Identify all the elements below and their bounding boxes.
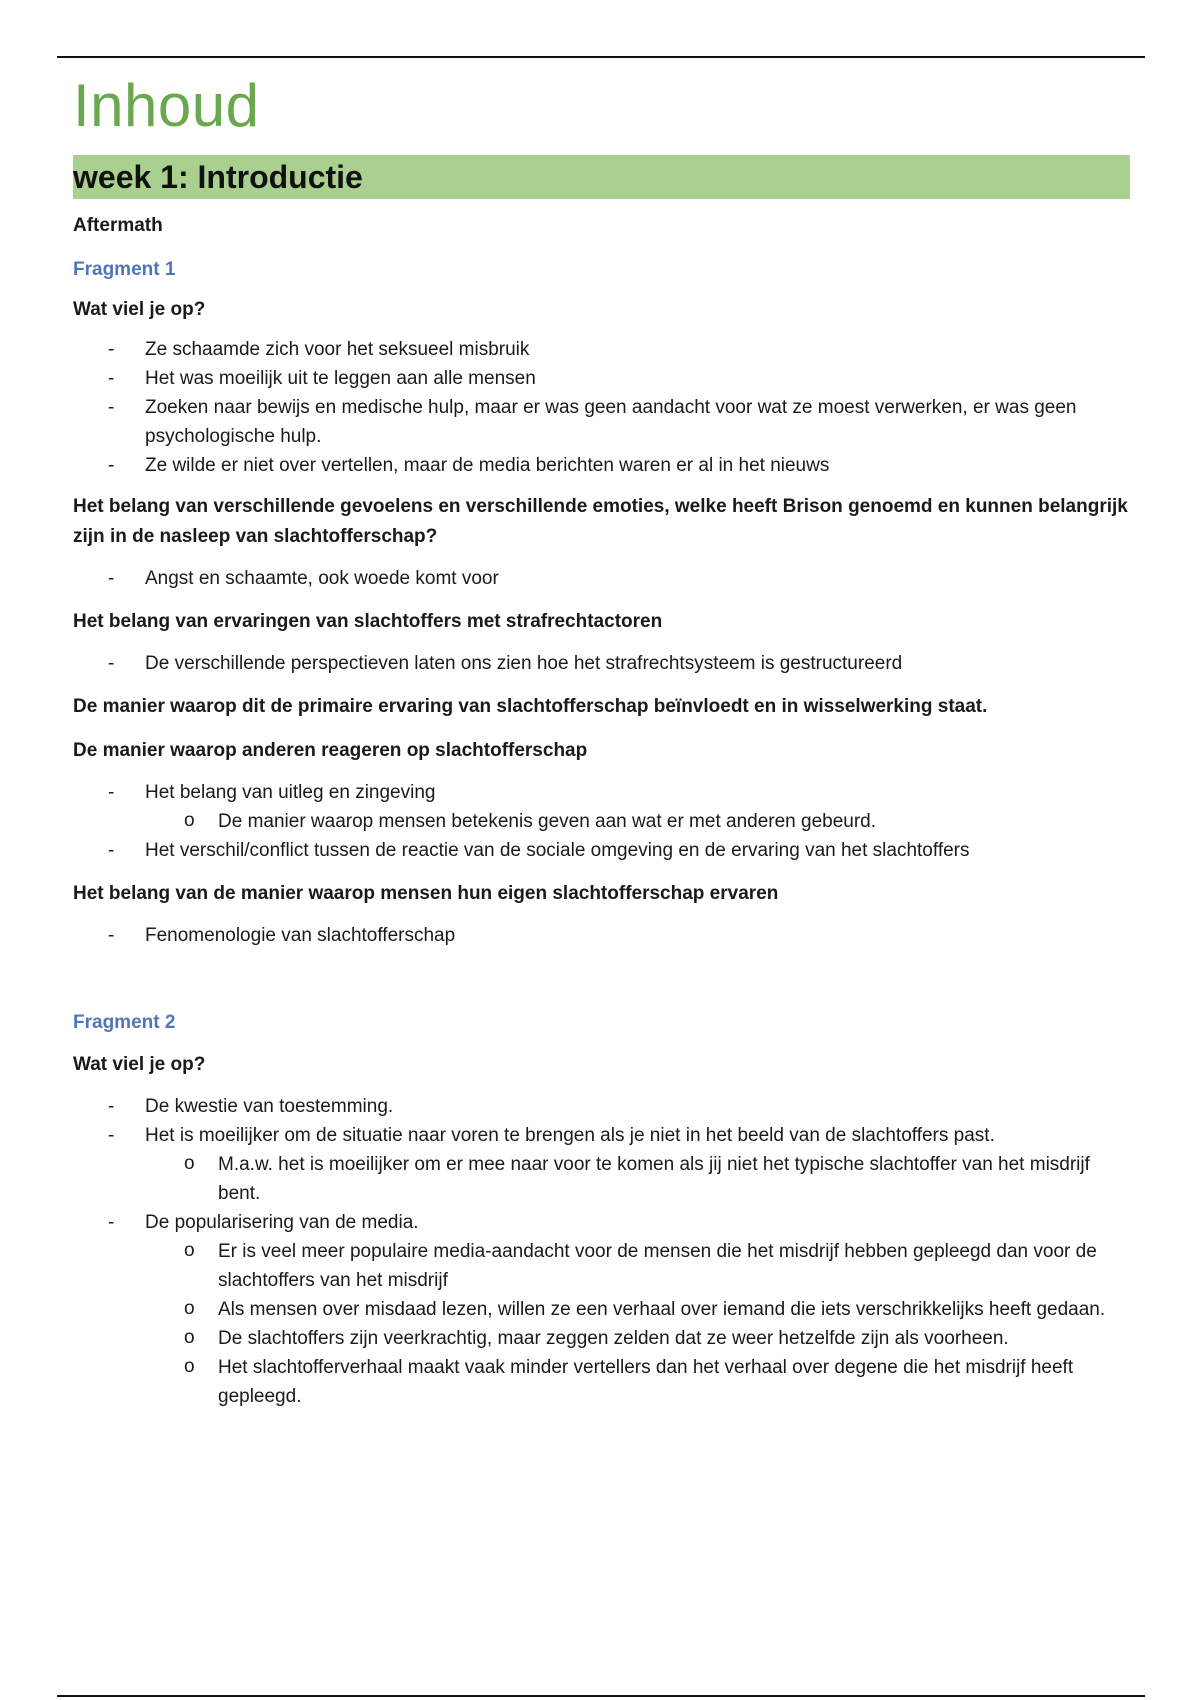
subtitle: Aftermath <box>73 215 163 236</box>
question-heading: Het belang van ervaringen van slachtoffers met strafrechtactoren <box>73 611 663 632</box>
sub-list-item: o Als mensen over misdaad lezen, willen ze een verhaal over iemand die iets verschrikkelijks heeft gedaan. <box>73 1295 1133 1324</box>
question-heading: Het belang van de manier waarop mensen hun eigen slachtofferschap ervaren <box>73 883 779 904</box>
question-heading: De manier waarop anderen reageren op slachtofferschap <box>73 740 588 761</box>
sub-list <box>73 807 1133 836</box>
sub-list-item: o M.a.w. het is moeilijker om er mee naar voor te komen als jij niet het typische slachtoffer van het misdrijf bent. <box>73 1150 1133 1208</box>
list-item: - De kwestie van toestemming. <box>73 1092 1133 1121</box>
bottom-rule <box>57 1695 1145 1697</box>
question-heading: De manier waarop dit de primaire ervaring van slachtofferschap beïnvloedt en in wisselwerking staat. <box>73 696 988 717</box>
sub-list <box>73 1237 1133 1411</box>
sub-list-item: o De manier waarop mensen betekenis geven aan wat er met anderen gebeurd. <box>73 807 1133 836</box>
page-title: Inhoud <box>73 72 260 139</box>
question-heading: Wat viel je op? <box>73 299 206 320</box>
bullet-list <box>73 1092 1133 1411</box>
question-heading: Het belang van verschillende gevoelens en verschillende emoties, welke heeft Brison genoemd en kunnen belangrijk zijn in de nasleep van slachtofferschap? <box>73 496 1128 547</box>
fragment-1-heading: Fragment 1 <box>73 259 176 280</box>
fragment-2-heading: Fragment 2 <box>73 1012 176 1033</box>
list-item: - Fenomenologie van slachtofferschap <box>73 921 1133 950</box>
bullet-list <box>73 564 1133 593</box>
list-item-text: De popularisering van de media. <box>145 1212 419 1233</box>
list-item <box>73 1208 1133 1411</box>
list-item: - Ze wilde er niet over vertellen, maar de media berichten waren er al in het nieuws <box>73 451 1133 480</box>
bullet-list <box>73 921 1133 950</box>
question-heading: Wat viel je op? <box>73 1054 206 1075</box>
list-item <box>73 778 1133 836</box>
list-item: - Ze schaamde zich voor het seksueel misbruik <box>73 335 1133 364</box>
week-heading: week 1: Introductie <box>73 158 363 195</box>
sub-list <box>73 1150 1133 1208</box>
bullet-list <box>73 649 1133 678</box>
bullet-list <box>73 778 1133 865</box>
sub-list-item: o Er is veel meer populaire media-aandacht voor de mensen die het misdrijf hebben gepleegd dan voor de slachtoffers van het misdrijf <box>73 1237 1133 1295</box>
sub-list-item: o Het slachtofferverhaal maakt vaak minder vertellers dan het verhaal over degene die het misdrijf heeft gepleegd. <box>73 1353 1133 1411</box>
sub-list-item: o De slachtoffers zijn veerkrachtig, maar zeggen zelden dat ze weer hetzelfde zijn als voorheen. <box>73 1324 1133 1353</box>
top-rule <box>57 56 1145 58</box>
bullet-list <box>73 335 1133 480</box>
list-item <box>73 1121 1133 1208</box>
list-item-text: Het belang van uitleg en zingeving <box>145 782 436 803</box>
list-item: - Het verschil/conflict tussen de reactie van de sociale omgeving en de ervaring van het slachtoffers <box>73 836 1133 865</box>
list-item: - De verschillende perspectieven laten ons zien hoe het strafrechtsysteem is gestructureerd <box>73 649 1133 678</box>
week-heading-bar <box>73 155 1130 199</box>
list-item: - Het was moeilijk uit te leggen aan alle mensen <box>73 364 1133 393</box>
list-item-text: Het is moeilijker om de situatie naar voren te brengen als je niet in het beeld van de slachtoffers past. <box>145 1125 995 1146</box>
list-item: - Angst en schaamte, ook woede komt voor <box>73 564 1133 593</box>
list-item: - Zoeken naar bewijs en medische hulp, maar er was geen aandacht voor wat ze moest verwerken, er was geen psychologische hulp. <box>73 393 1133 451</box>
document-page <box>73 70 1133 1411</box>
